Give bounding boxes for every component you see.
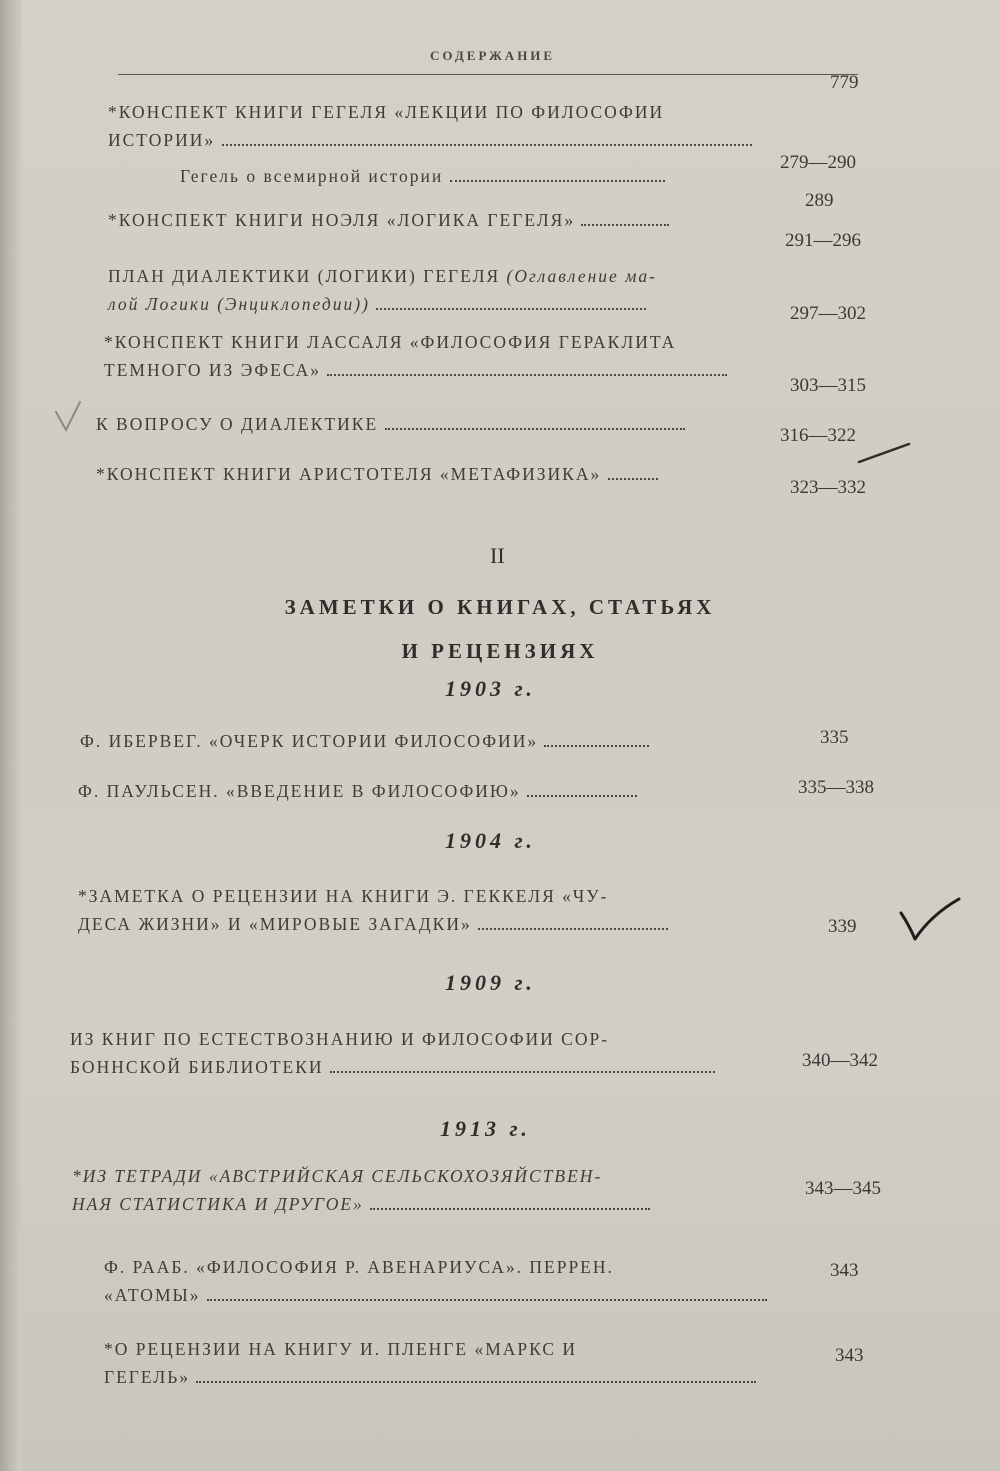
toc-entry-text: ГЕГЕЛЬ» <box>104 1367 191 1387</box>
toc-entry-dialectics-plan <box>108 262 657 318</box>
toc-entry-line <box>108 290 657 318</box>
section-title <box>210 585 790 673</box>
toc-entry-noel-logic <box>108 206 669 234</box>
leader-dots <box>207 1293 767 1301</box>
section-title-line: ЗАМЕТКИ О КНИГАХ, СТАТЬЯХ <box>284 595 716 619</box>
leader-dots <box>330 1065 715 1073</box>
pen-check-mark-icon <box>895 895 965 950</box>
section-title-line: И РЕЦЕНЗИЯХ <box>401 639 599 663</box>
header-rule <box>118 74 858 75</box>
toc-entry-text: Ф. ПАУЛЬСЕН. «ВВЕДЕНИЕ В ФИЛОСОФИЮ» <box>78 781 521 801</box>
toc-subentry-raab-perrin <box>104 1253 767 1309</box>
toc-page-range: 340—342 <box>802 1050 878 1071</box>
toc-entry-line: *ЗАМЕТКА О РЕЦЕНЗИИ НА КНИГИ Э. ГЕККЕЛЯ «ЧУ- <box>78 886 609 906</box>
leader-dots <box>385 422 685 430</box>
leader-dots <box>527 789 637 797</box>
toc-entry-line <box>72 1190 650 1218</box>
toc-subentry-plenge-review <box>104 1335 756 1391</box>
toc-entry-line <box>78 910 668 938</box>
year-heading-1904: 1904 г. <box>445 828 536 853</box>
toc-entry-on-dialectics <box>96 410 685 438</box>
toc-page-range: 279—290 <box>780 152 856 173</box>
toc-entry-text: К ВОПРОСУ О ДИАЛЕКТИКЕ <box>96 414 379 434</box>
page-number: 779 <box>830 72 859 93</box>
toc-entry-text: лой Логики (Энциклопедии)) <box>108 294 370 314</box>
toc-entry-text: «АТОМЫ» <box>104 1285 201 1305</box>
toc-entry-haeckel-note <box>78 882 668 938</box>
toc-entry-text: НАЯ СТАТИСТИКА И ДРУГОЕ» <box>72 1194 364 1214</box>
toc-entry-ueberweg <box>80 727 649 755</box>
year-heading-1909: 1909 г. <box>445 970 536 995</box>
toc-entry-line <box>104 1281 767 1309</box>
toc-page-range: 335—338 <box>798 777 874 798</box>
toc-page-range: 297—302 <box>790 303 866 324</box>
toc-entry-line: ИЗ КНИГ ПО ЕСТЕСТВОЗНАНИЮ И ФИЛОСОФИИ СОР- <box>70 1029 610 1049</box>
leader-dots <box>478 922 668 930</box>
leader-dots <box>581 218 669 226</box>
toc-page-range: 335 <box>820 727 849 748</box>
toc-page-range: 343 <box>835 1345 864 1366</box>
leader-dots <box>222 138 752 146</box>
toc-page-range: 303—315 <box>790 375 866 396</box>
toc-entry-text: (Оглавление ма- <box>506 266 657 286</box>
toc-entry-hegel-lectures <box>108 98 752 154</box>
toc-entry-text: *КОНСПЕКТ КНИГИ НОЭЛЯ «ЛОГИКА ГЕГЕЛЯ» <box>108 210 576 230</box>
toc-entry-text: Ф. ИБЕРВЕГ. «ОЧЕРК ИСТОРИИ ФИЛОСОФИИ» <box>80 731 539 751</box>
pencil-check-mark-icon <box>48 398 88 438</box>
year-heading-1913: 1913 г. <box>440 1116 531 1141</box>
toc-entry-lassalle-heraclitus <box>104 328 727 384</box>
toc-entry-text: ТЕМНОГО ИЗ ЭФЕСА» <box>104 360 322 380</box>
toc-page-range: 323—332 <box>790 477 866 498</box>
toc-page-range: 289 <box>805 190 834 211</box>
leader-dots <box>376 302 646 310</box>
toc-subentry-world-history <box>180 162 665 190</box>
toc-entry-line: *КОНСПЕКТ КНИГИ ЛАССАЛЯ «ФИЛОСОФИЯ ГЕРАКЛИТА <box>104 332 677 352</box>
toc-entry-line <box>108 126 752 154</box>
leader-dots <box>327 368 727 376</box>
toc-page-range: 343—345 <box>805 1178 881 1199</box>
running-header-title: СОДЕРЖАНИЕ <box>430 48 556 63</box>
toc-entry-text: ПЛАН ДИАЛЕКТИКИ (ЛОГИКИ) ГЕГЕЛЯ <box>108 266 501 286</box>
toc-entry-line <box>104 1363 756 1391</box>
toc-entry-text: ИСТОРИИ» <box>108 130 216 150</box>
toc-entry-line <box>70 1053 715 1081</box>
toc-entry-text: БОННСКОЙ БИБЛИОТЕКИ <box>70 1057 324 1077</box>
toc-entry-line <box>108 262 657 290</box>
leader-dots <box>608 472 658 480</box>
toc-entry-text: *КОНСПЕКТ КНИГИ АРИСТОТЕЛЯ «МЕТАФИЗИКА» <box>96 464 602 484</box>
pen-dash-mark-icon <box>855 440 915 470</box>
toc-entry-aristotle-metaphysics <box>96 460 658 488</box>
toc-entry-austrian-statistics <box>72 1162 650 1218</box>
toc-page-range: 291—296 <box>785 230 861 251</box>
leader-dots <box>544 739 649 747</box>
toc-entry-sorbonne-library <box>70 1025 715 1081</box>
toc-entry-line <box>104 356 727 384</box>
leader-dots <box>196 1375 756 1383</box>
toc-entry-paulsen <box>78 777 637 805</box>
page-gutter-shadow <box>0 0 22 1471</box>
toc-page-range: 343 <box>830 1260 859 1281</box>
toc-entry-text: Гегель о всемирной истории <box>180 166 444 186</box>
toc-entry-line: Ф. РААБ. «ФИЛОСОФИЯ Р. АВЕНАРИУСА». ПЕРРЕН. <box>104 1257 614 1277</box>
toc-entry-text: ДЕСА ЖИЗНИ» И «МИРОВЫЕ ЗАГАДКИ» <box>78 914 472 934</box>
toc-page-range: 339 <box>828 916 857 937</box>
year-heading-1903: 1903 г. <box>445 676 536 701</box>
toc-page-range: 316—322 <box>780 425 856 446</box>
leader-dots <box>450 174 665 182</box>
toc-entry-line: *ИЗ ТЕТРАДИ «АВСТРИЙСКАЯ СЕЛЬСКОХОЗЯЙСТВЕН- <box>72 1166 603 1186</box>
section-number: II <box>490 543 505 568</box>
leader-dots <box>370 1202 650 1210</box>
toc-entry-line: *О РЕЦЕНЗИИ НА КНИГУ И. ПЛЕНГЕ «МАРКС И <box>104 1339 578 1359</box>
toc-entry-line: *КОНСПЕКТ КНИГИ ГЕГЕЛЯ «ЛЕКЦИИ ПО ФИЛОСОФИИ <box>108 102 665 122</box>
